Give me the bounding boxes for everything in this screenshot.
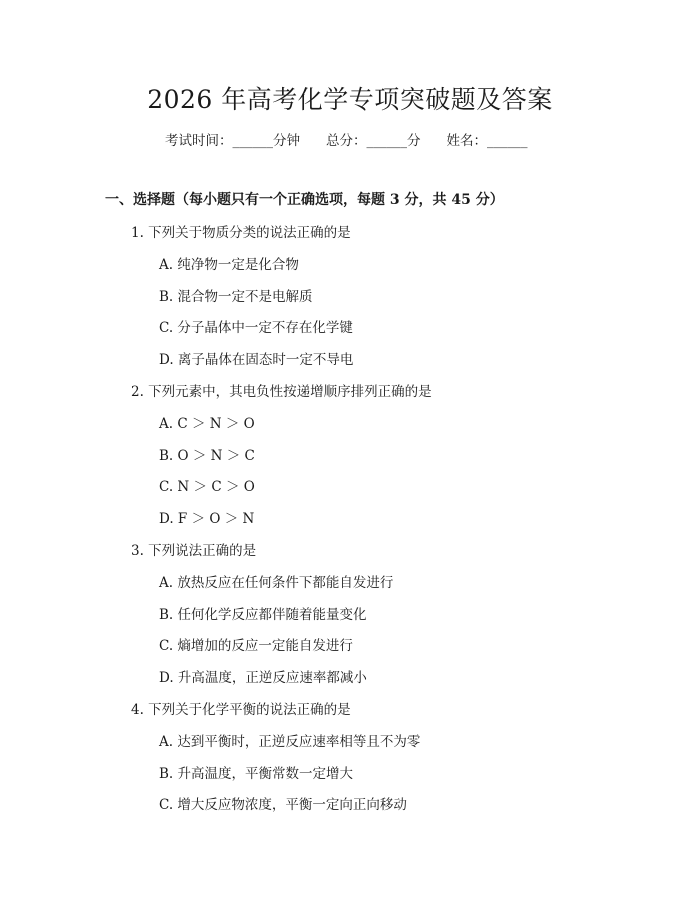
option-text: B. 混合物一定不是电解质 <box>159 288 313 305</box>
option-text: C. N ＞ C ＞ O <box>159 479 255 496</box>
option-row <box>0 415 700 447</box>
option-row <box>0 319 700 351</box>
option-row <box>0 765 700 797</box>
section-heading: 一、选择题（每小题只有一个正确选项，每题 3 分，共 45 分） <box>105 192 504 208</box>
question-stem: 2. 下列元素中，其电负性按递增顺序排列正确的是 <box>131 383 432 400</box>
option-row <box>0 637 700 669</box>
option-text: D. F ＞ O ＞ N <box>159 511 255 528</box>
question-stem: 3. 下列说法正确的是 <box>131 542 257 559</box>
question-2 <box>0 383 700 415</box>
question-3 <box>0 542 700 574</box>
option-text: C. 熵增加的反应一定能自发进行 <box>159 638 353 655</box>
exam-info-line <box>165 131 528 151</box>
option-row <box>0 256 700 288</box>
option-text: C. 分子晶体中一定不存在化学键 <box>159 320 353 337</box>
option-row <box>0 733 700 765</box>
total-score-field: 总分：______分 <box>326 133 421 149</box>
option-text: D. 升高温度，正逆反应速率都减小 <box>159 670 367 687</box>
option-text: C. 增大反应物浓度，平衡一定向正向移动 <box>159 797 407 814</box>
option-row <box>0 796 700 828</box>
question-1 <box>0 224 700 256</box>
option-text: B. 升高温度，平衡常数一定增大 <box>159 765 354 782</box>
option-row <box>0 478 700 510</box>
option-text: A. 达到平衡时，正逆反应速率相等且不为零 <box>159 733 421 750</box>
question-stem: 4. 下列关于化学平衡的说法正确的是 <box>131 701 351 718</box>
student-name-field: 姓名：______ <box>446 133 528 149</box>
option-row <box>0 606 700 638</box>
option-text: A. 放热反应在任何条件下都能自发进行 <box>159 574 394 591</box>
option-row <box>0 669 700 701</box>
option-row <box>0 510 700 542</box>
page-title: 2026 年高考化学专项突破题及答案 <box>147 85 553 114</box>
option-row <box>0 447 700 479</box>
option-row <box>0 574 700 606</box>
option-text: A. C ＞ N ＞ O <box>159 415 255 432</box>
option-text: D. 离子晶体在固态时一定不导电 <box>159 352 354 369</box>
option-row <box>0 351 700 383</box>
question-list <box>0 224 700 828</box>
exam-time-field: 考试时间：______分钟 <box>165 133 300 149</box>
question-stem: 1. 下列关于物质分类的说法正确的是 <box>131 225 351 241</box>
option-text: B. 任何化学反应都伴随着能量变化 <box>159 606 367 623</box>
option-text: B. O ＞ N ＞ C <box>159 447 255 464</box>
question-4 <box>0 701 700 733</box>
option-text: A. 纯净物一定是化合物 <box>159 256 299 273</box>
option-row <box>0 288 700 320</box>
